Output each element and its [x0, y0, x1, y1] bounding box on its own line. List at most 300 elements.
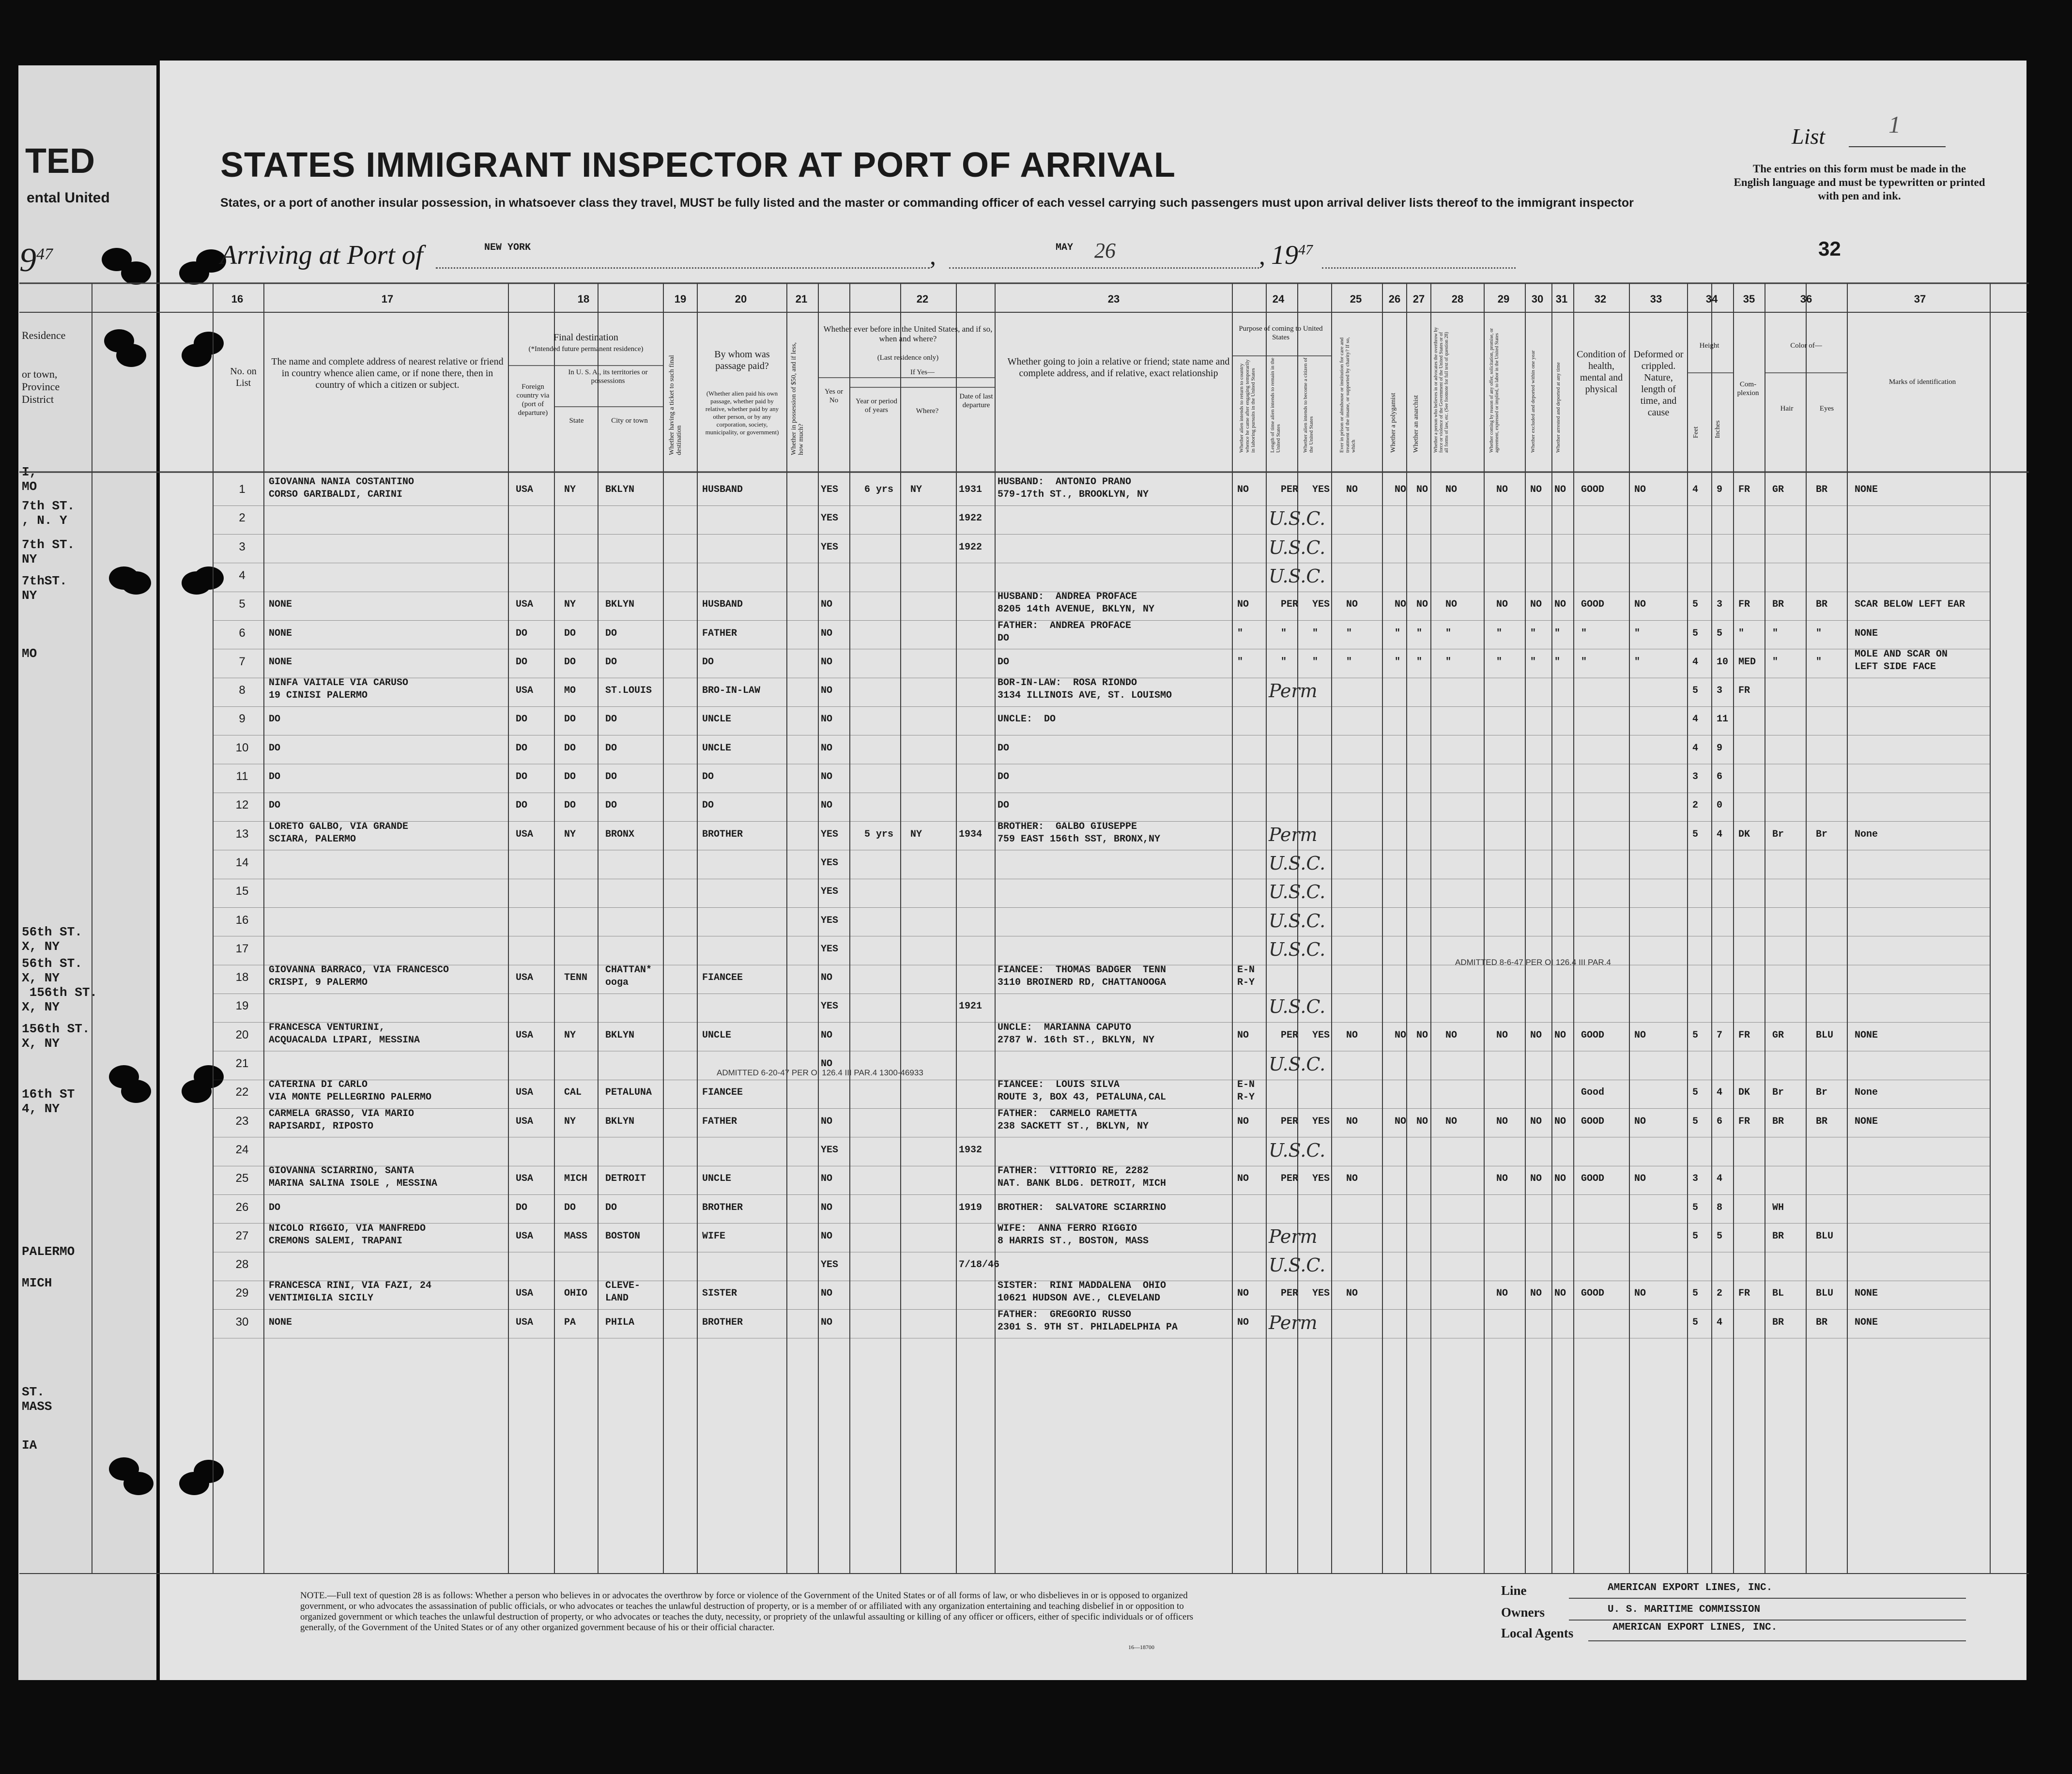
header-polygamist: Whether a polygamist [1390, 393, 1397, 453]
ever-before-cell: YES [821, 915, 839, 926]
join-relative-cell: FATHER: CARMELO RAMETTA 238 SACKETT ST., BKLYN, NY [998, 1108, 1149, 1132]
polygamist-cell: " [1395, 627, 1401, 639]
join-relative-cell: DO [998, 771, 1010, 782]
eyes-cell: BLU [1816, 1230, 1834, 1242]
header-purpose-b: Length of time alien intends to remain in the United States [1270, 357, 1281, 453]
complexion-cell: MED [1738, 656, 1756, 668]
departure-date-cell: 1921 [959, 1001, 982, 1012]
foreign-country-cell: USA [516, 1116, 534, 1127]
left-residence-line: 4, NY [22, 1101, 60, 1116]
anarchist-cell: NO [1416, 1029, 1428, 1041]
line-label: Line [1501, 1583, 1527, 1598]
column-number: 20 [735, 293, 747, 305]
row-number: 1 [239, 483, 246, 496]
header-where: Where? [916, 407, 939, 415]
feet-cell: 4 [1692, 742, 1699, 754]
passage-paid-cell: DO [702, 771, 714, 782]
header-col29: Whether coming by reason of any offer, solicitation, promise, or agreement, expressed or implied, to labor in the United States [1489, 328, 1500, 453]
passage-paid-cell: DO [702, 800, 714, 811]
feet-cell: 5 [1692, 627, 1699, 639]
relative-cell: CARMELA GRASSO, VIA MARIO RAPISARDI, RIPOSTO [269, 1108, 414, 1132]
owners-underline [1569, 1620, 1966, 1621]
complexion-cell: FR [1738, 599, 1750, 611]
join-relative-cell: FIANCEE: LOUIS SILVA ROUTE 3, BOX 43, PETALUNA,CAL [998, 1079, 1166, 1103]
join-relative-cell: DO [998, 800, 1010, 811]
relative-cell: NONE [269, 627, 292, 639]
marks-cell: NONE [1855, 1316, 1878, 1328]
left-residence-line: 7thST. [22, 574, 67, 588]
column-number: 36 [1800, 293, 1812, 305]
deported-cell: NO [1554, 1029, 1566, 1041]
passage-paid-cell: UNCLE [702, 1173, 732, 1185]
foreign-country-cell: USA [516, 1029, 534, 1041]
comma: , [930, 243, 936, 270]
ever-before-cell: NO [821, 656, 833, 668]
row-number: 19 [235, 999, 249, 1013]
purpose-a-cell: NO [1237, 1288, 1249, 1300]
question-28-cell: " [1445, 627, 1452, 639]
ever-before-cell: NO [821, 972, 833, 984]
deformed-cell: NO [1634, 1029, 1646, 1041]
eyes-cell: BLU [1816, 1029, 1834, 1041]
ever-before-cell: NO [821, 1288, 833, 1300]
passage-paid-cell: BRO-IN-LAW [702, 685, 761, 697]
inches-cell: 0 [1717, 800, 1723, 811]
feet-cell: 3 [1692, 1173, 1699, 1185]
comma: , [1259, 243, 1265, 270]
hair-cell: BR [1772, 1116, 1784, 1127]
row-number: 25 [235, 1172, 249, 1185]
handwritten-annotation: U.S.C. [1269, 938, 1326, 960]
years-cell: 6 yrs [864, 484, 894, 495]
column-number: 34 [1705, 293, 1718, 305]
city-cell: BKLYN [605, 599, 635, 611]
row-number: 14 [235, 856, 249, 869]
left-residence-line: 7th ST. [22, 537, 75, 552]
left-residence-line: 56th ST. [22, 925, 82, 939]
header-color-of: Color of— [1790, 342, 1822, 350]
inches-cell: 9 [1717, 484, 1723, 495]
state-cell: DO [564, 627, 576, 639]
question-28-cell: NO [1445, 484, 1458, 495]
hair-cell: BR [1772, 1316, 1784, 1328]
purpose-b-cell: PER [1281, 1173, 1299, 1185]
feet-cell: 5 [1692, 599, 1699, 611]
ever-before-cell: NO [821, 1202, 833, 1213]
relative-cell: DO [269, 1202, 281, 1213]
ever-before-cell: YES [821, 541, 839, 553]
relative-cell: LORETO GALBO, VIA GRANDE SCIARA, PALERMO [269, 821, 409, 845]
footnote-question-28: NOTE.—Full text of question 28 is as follows: Whether a person who believes in or advocates the overthrow by force or violence of the Government of the United States or of all forms of law, or who disbelieves in or is opposed to organized government, or who advocates the assassination of public officials, or who advocates or teaches the unlawful destruction of property, or is a member of or affiliated with any organization entertaining and teaching disbelief in or opposition to organized government or which teaches the unlawful destruction of property, or who advocates or teaches the duty, necessity, or propriety of the unlawful assaulting or killing of any officer or officers, either of specific individuals or of officers generally, of the Government of the United States or of any other organized government because of his or their official character. [300, 1590, 1194, 1633]
row-number: 6 [239, 626, 246, 640]
row-number: 17 [235, 942, 249, 955]
city-cell: PHILA [605, 1316, 635, 1328]
where-cell: NY [910, 484, 922, 495]
marks-cell: SCAR BELOW LEFT EAR [1855, 599, 1965, 611]
header-purpose-a: Whether alien intends to return to country whence he came after engaging temporarily in laboring pursuits in the United States [1239, 359, 1256, 453]
header-col25: Ever in prison or almshouse or institution for care and treatment of the insane, or supported by charity? If so, which [1339, 337, 1356, 453]
foreign-country-cell: USA [516, 972, 534, 984]
header-ever-before: Whether ever before in the United States, and if so, when and where? [823, 324, 993, 343]
complexion-cell: " [1738, 627, 1745, 639]
left-residence-line: X, NY [22, 1000, 60, 1014]
purpose-a-cell: " [1237, 656, 1243, 668]
ever-before-cell: YES [821, 857, 839, 869]
foreign-country-cell: DO [516, 742, 528, 754]
city-cell: DO [605, 1202, 617, 1213]
purpose-c-cell: YES [1312, 1116, 1330, 1127]
marks-cell: None [1855, 1087, 1878, 1099]
foreign-country-cell: USA [516, 1230, 534, 1242]
passage-paid-cell: UNCLE [702, 714, 732, 725]
foreign-country-cell: DO [516, 714, 528, 725]
inches-cell: 3 [1717, 685, 1723, 697]
header-no-on-list: No. on List [230, 366, 257, 388]
column-number: 31 [1555, 293, 1568, 305]
question-28-cell: NO [1445, 599, 1458, 611]
labor-offer-cell: " [1496, 627, 1503, 639]
marks-cell: NONE [1855, 627, 1878, 639]
join-relative-cell: BROTHER: SALVATORE SCIARRINO [998, 1202, 1166, 1213]
foreign-country-cell: USA [516, 1316, 534, 1328]
left-residence-line: 16th ST [22, 1087, 75, 1101]
inches-cell: 4 [1717, 828, 1723, 840]
hair-cell: " [1772, 656, 1779, 668]
state-cell: NY [564, 1116, 576, 1127]
prison-cell: NO [1346, 1288, 1358, 1300]
join-relative-cell: UNCLE: MARIANNA CAPUTO 2787 W. 16th ST., BKLYN, NY [998, 1022, 1155, 1046]
column-number: 29 [1497, 293, 1510, 305]
deported-cell: " [1554, 627, 1561, 639]
foreign-country-cell: USA [516, 685, 534, 697]
left-residence-line: 56th ST. [22, 956, 82, 971]
foreign-country-cell: USA [516, 599, 534, 611]
feet-cell: 2 [1692, 800, 1699, 811]
header-year-period: Year or period of years [856, 398, 897, 414]
ever-before-cell: YES [821, 484, 839, 495]
complexion-cell: FR [1738, 685, 1750, 697]
prison-cell: NO [1346, 1173, 1358, 1185]
inches-cell: 9 [1717, 742, 1723, 754]
purpose-c-cell: YES [1312, 599, 1330, 611]
complexion-cell: DK [1738, 828, 1750, 840]
header-col31: Whether arrested and deported at any time [1555, 362, 1561, 453]
header-health: Condition of health, mental and physical [1577, 349, 1626, 395]
arriving-label: Arriving at Port of [220, 240, 423, 270]
passage-paid-cell: WIFE [702, 1230, 726, 1242]
relative-cell: NINFA VAITALE VIA CARUSO 19 CINISI PALERMO [269, 677, 409, 702]
question-28-cell: NO [1445, 1116, 1458, 1127]
join-relative-cell: BOR-IN-LAW: ROSA RIONDO 3134 ILLINOIS AVE, ST. LOUISMO [998, 677, 1172, 702]
header-col28: Whether a person who believes in or advocates the overthrow by force or violence of the Government of the United States or of all forms of law, etc. (See footnote for full text of question 28) [1433, 327, 1449, 453]
join-relative-cell: FIANCEE: THOMAS BADGER TENN 3110 BROINERD RD, CHATTANOOGA [998, 964, 1166, 989]
city-cell: BOSTON [605, 1230, 641, 1242]
list-label: List [1792, 124, 1826, 149]
agents-label: Local Agents [1501, 1626, 1574, 1640]
state-cell: NY [564, 828, 576, 840]
column-number: 19 [674, 293, 687, 305]
passage-paid-cell: SISTER [702, 1288, 737, 1300]
feet-cell: 4 [1692, 656, 1699, 668]
admitted-stamp: ADMITTED 8-6-47 PER OI 126.4 III PAR.4 [1455, 958, 1611, 967]
ever-before-cell: YES [821, 1144, 839, 1156]
column-number: 30 [1531, 293, 1544, 305]
row-number: 5 [239, 597, 246, 611]
header-if-yes: If Yes— [910, 368, 935, 376]
foreign-country-cell: DO [516, 627, 528, 639]
deported-cell: NO [1554, 484, 1566, 495]
purpose-c-cell: YES [1312, 1288, 1330, 1300]
header-ticket: Whether having a ticket to such final destination [668, 355, 683, 455]
relative-cell: DO [269, 771, 281, 782]
row-number: 10 [235, 741, 249, 754]
anarchist-cell: NO [1416, 599, 1428, 611]
ever-before-cell: NO [821, 1316, 833, 1328]
row-number: 8 [239, 684, 246, 697]
prison-cell: " [1346, 656, 1352, 668]
header-foreign-country: Foreign country via (port of departure) [516, 383, 550, 417]
city-cell: CHATTAN* ooga [605, 964, 652, 989]
prison-cell: NO [1346, 1116, 1358, 1127]
left-residence-line: ST. [22, 1385, 45, 1399]
column-number: 24 [1272, 293, 1285, 305]
departure-date-cell: 1934 [959, 828, 982, 840]
question-28-cell: " [1445, 656, 1452, 668]
purpose-a-cell: NO [1237, 1029, 1249, 1041]
city-cell: DETROIT [605, 1173, 646, 1185]
left-residence-line: I, [22, 465, 37, 479]
feet-cell: 5 [1692, 828, 1699, 840]
handwritten-annotation: U.S.C. [1269, 536, 1326, 558]
column-number: 28 [1451, 293, 1464, 305]
feet-cell: 5 [1692, 1230, 1699, 1242]
ever-before-cell: NO [821, 714, 833, 725]
purpose-b-cell: PER [1281, 1029, 1299, 1041]
prison-cell: NO [1346, 1029, 1358, 1041]
column-number: 26 [1388, 293, 1401, 305]
handwritten-annotation: U.S.C. [1269, 852, 1326, 874]
header-passage-note: (Whether alien paid his own passage, whether paid by relative, whether paid by any other person, or by any corporation, society, municipality, or government) [705, 390, 779, 436]
feet-cell: 5 [1692, 1029, 1699, 1041]
state-cell: NY [564, 484, 576, 495]
purpose-c-cell: YES [1312, 1029, 1330, 1041]
hair-cell: BR [1772, 599, 1784, 611]
header-state: State [569, 417, 584, 425]
owners-value: U. S. MARITIME COMMISSION [1608, 1604, 1761, 1615]
polygamist-cell: NO [1395, 1029, 1407, 1041]
join-relative-cell: WIFE: ANNA FERRO RIGGIO 8 HARRIS ST., BOSTON, MASS [998, 1223, 1149, 1247]
left-year-fragment: $9^{47}$ [19, 242, 53, 279]
ever-before-cell: NO [821, 1173, 833, 1185]
deported-cell: NO [1554, 1116, 1566, 1127]
header-passage-paid: By whom was passage paid? [714, 349, 770, 371]
left-residence-line: IA [22, 1438, 37, 1453]
admitted-stamp: ADMITTED 6-20-47 PER OI 126.4 III PAR.4 1300-46933 [717, 1068, 923, 1077]
left-residence-line: X, NY [22, 1036, 60, 1051]
labor-offer-cell: NO [1496, 1173, 1508, 1185]
eyes-cell: " [1816, 627, 1822, 639]
header-purpose-c: Whether alien intends to become a citizen of the United States [1303, 357, 1314, 453]
excluded-cell: NO [1530, 1173, 1542, 1185]
left-title-fragment: TED [25, 142, 95, 181]
state-cell: DO [564, 800, 576, 811]
passage-paid-cell: FATHER [702, 627, 737, 639]
marks-cell: MOLE AND SCAR ON LEFT SIDE FACE [1855, 648, 1948, 673]
inches-cell: 5 [1717, 1230, 1723, 1242]
header-yes-no: Yes or No [824, 388, 844, 404]
row-number: 23 [235, 1114, 249, 1128]
column-number: 37 [1914, 293, 1926, 305]
relative-cell: FRANCESCA VENTURINI, ACQUACALDA LIPARI, MESSINA [269, 1022, 420, 1046]
handwritten-annotation: Perm [1269, 1312, 1318, 1333]
state-cell: NY [564, 599, 576, 611]
handwritten-annotation: Perm [1269, 824, 1318, 845]
state-cell: OHIO [564, 1288, 588, 1300]
relative-cell: GIOVANNA BARRACO, VIA FRANCESCO CRISPI, 9 PALERMO [269, 964, 449, 989]
city-cell: BKLYN [605, 1116, 635, 1127]
inches-cell: 8 [1717, 1202, 1723, 1213]
state-cell: MO [564, 685, 576, 697]
ever-before-cell: NO [821, 1116, 833, 1127]
header-in-usa: In U. S. A., its territories or possessions [568, 368, 648, 385]
foreign-country-cell: USA [516, 1288, 534, 1300]
prison-cell: " [1346, 627, 1352, 639]
excluded-cell: NO [1530, 1029, 1542, 1041]
health-cell: GOOD [1581, 1173, 1605, 1185]
line-underline [1569, 1598, 1966, 1599]
relative-cell: NONE [269, 656, 292, 668]
ever-before-cell: NO [821, 771, 833, 782]
deformed-cell: NO [1634, 599, 1646, 611]
left-residence-line: 7th ST. [22, 499, 75, 513]
inches-cell: 5 [1717, 627, 1723, 639]
feet-cell: 5 [1692, 1202, 1699, 1213]
health-cell: GOOD [1581, 1029, 1605, 1041]
state-cell: MICH [564, 1173, 588, 1185]
left-residence-header: Residence [22, 329, 66, 341]
inches-cell: 3 [1717, 599, 1723, 611]
marks-cell: NONE [1855, 1116, 1878, 1127]
marks-cell: NONE [1855, 1288, 1878, 1300]
inches-cell: 10 [1717, 656, 1729, 668]
health-cell: GOOD [1581, 1288, 1605, 1300]
polygamist-cell: " [1395, 656, 1401, 668]
eyes-cell: BR [1816, 484, 1828, 495]
left-residence-line: , N. Y [22, 513, 67, 528]
join-relative-cell: DO [998, 742, 1010, 754]
purpose-b-cell: " [1281, 627, 1287, 639]
header-join-relative: Whether going to join a relative or friend; state name and complete address, and if relative, exact relationship [1007, 356, 1230, 379]
feet-cell: 5 [1692, 1316, 1699, 1328]
row-number: 4 [239, 568, 246, 582]
question-28-cell: NO [1445, 1029, 1458, 1041]
column-number: 21 [795, 293, 808, 305]
feet-cell: 4 [1692, 714, 1699, 725]
hair-cell: GR [1772, 1029, 1784, 1041]
feet-cell: 3 [1692, 771, 1699, 782]
left-residence-subheader: or town, Province District [22, 368, 60, 405]
complexion-cell: FR [1738, 1029, 1750, 1041]
complexion-cell: DK [1738, 1087, 1750, 1099]
ever-before-cell: NO [821, 685, 833, 697]
owners-label: Owners [1501, 1605, 1545, 1620]
city-cell: DO [605, 627, 617, 639]
inches-cell: 4 [1717, 1316, 1723, 1328]
passage-paid-cell: FIANCEE [702, 1087, 743, 1099]
polygamist-cell: NO [1395, 599, 1407, 611]
state-cell: PA [564, 1316, 576, 1328]
relative-cell: GIOVANNA SCIARRINO, SANTA MARINA SALINA ISOLE , MESSINA [269, 1165, 438, 1190]
labor-offer-cell: NO [1496, 1116, 1508, 1127]
state-cell: DO [564, 1202, 576, 1213]
left-residence-line: MASS [22, 1399, 52, 1414]
left-residence-line: MO [22, 479, 37, 494]
agents-value: AMERICAN EXPORT LINES, INC. [1612, 1622, 1778, 1633]
labor-offer-cell: NO [1496, 1029, 1508, 1041]
foreign-country-cell: USA [516, 1087, 534, 1099]
column-number: 27 [1412, 293, 1425, 305]
passage-paid-cell: HUSBAND [702, 599, 743, 611]
column-number: 33 [1650, 293, 1662, 305]
join-relative-cell: DO [998, 656, 1010, 668]
inches-cell: 6 [1717, 771, 1723, 782]
header-final-destination: Final destination [553, 332, 618, 343]
column-number: 22 [916, 293, 929, 305]
health-cell: " [1581, 656, 1587, 668]
header-date-departure: Date of last departure [959, 393, 993, 409]
hair-cell: BR [1772, 1230, 1784, 1242]
column-number: 18 [577, 293, 590, 305]
state-cell: DO [564, 742, 576, 754]
purpose-a-cell: NO [1237, 484, 1249, 495]
header-feet: Feet [1692, 426, 1700, 438]
city-cell: ST.LOUIS [605, 685, 652, 697]
join-relative-cell: SISTER: RINI MADDALENA OHIO 10621 HUDSON AVE., CLEVELAND [998, 1280, 1166, 1304]
city-cell: DO [605, 656, 617, 668]
join-relative-cell: FATHER: GREGORIO RUSSO 2301 S. 9TH ST. PHILADELPHIA PA [998, 1309, 1178, 1333]
polygamist-cell: NO [1395, 1116, 1407, 1127]
city-cell: DO [605, 771, 617, 782]
header-eyes: Eyes [1819, 405, 1834, 413]
header-hair: Hair [1780, 405, 1794, 413]
purpose-c-cell: " [1312, 656, 1319, 668]
inches-cell: 4 [1717, 1173, 1723, 1185]
anarchist-cell: NO [1416, 1116, 1428, 1127]
port-value: NEW YORK [484, 242, 531, 253]
eyes-cell: " [1816, 656, 1822, 668]
purpose-c-cell: YES [1312, 484, 1330, 495]
relative-cell: NONE [269, 599, 292, 611]
join-relative-cell: BROTHER: GALBO GIUSEPPE 759 EAST 156th SST, BRONX,NY [998, 821, 1161, 845]
marks-cell: None [1855, 828, 1878, 840]
purpose-b-cell: PER [1281, 1288, 1299, 1300]
city-cell: CLEVE- LAND [605, 1280, 641, 1304]
left-residence-line: NY [22, 552, 37, 566]
marks-cell: NONE [1855, 1029, 1878, 1041]
state-cell: MASS [564, 1230, 588, 1242]
deformed-cell: NO [1634, 1288, 1646, 1300]
passage-paid-cell: HUSBAND [702, 484, 743, 495]
departure-date-cell: 1922 [959, 513, 982, 524]
deformed-cell: NO [1634, 1116, 1646, 1127]
feet-cell: 5 [1692, 1288, 1699, 1300]
anarchist-cell: " [1416, 627, 1423, 639]
page-subtitle: States, or a port of another insular possession, in whatsoever class they travel, MUST be fully listed and the master or commanding officer of each vessel carrying such passengers must upon arrival deliver lists thereof to the immigrant inspector [220, 196, 1634, 210]
purpose-b-cell: PER [1281, 1116, 1299, 1127]
left-residence-line: 156th ST. [22, 985, 98, 1000]
column-number: 23 [1107, 293, 1120, 305]
row-number: 21 [235, 1057, 249, 1070]
